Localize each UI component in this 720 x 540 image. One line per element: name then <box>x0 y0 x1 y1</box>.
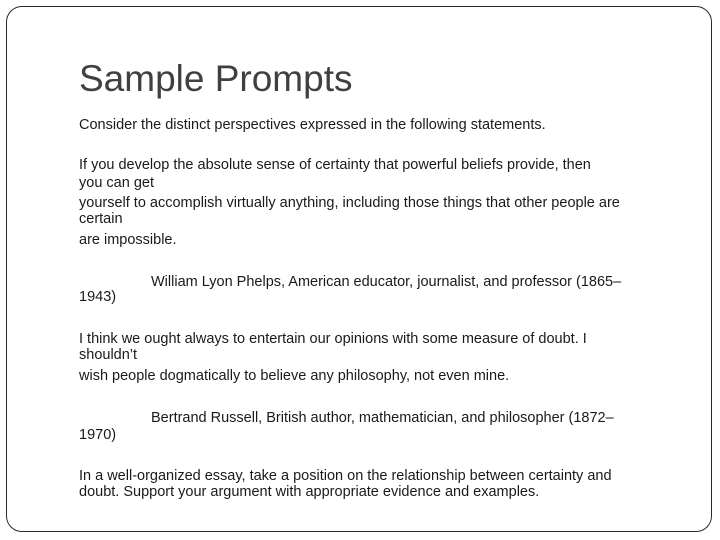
quote1-line-1: If you develop the absolute sense of certainty that powerful beliefs provide, then <box>79 157 591 173</box>
assignment-line-1: In a well-organized essay, take a position on the relationship between certainty and <box>79 468 612 484</box>
quote1-line-3: yourself to accomplish virtually anything, including those things that other people are <box>79 195 620 211</box>
slide-title: Sample Prompts <box>79 58 353 99</box>
quote2-attribution: Bertrand Russell, British author, mathematician, and philosopher (1872– <box>151 410 614 426</box>
quote1-attribution: William Lyon Phelps, American educator, journalist, and professor (1865– <box>151 274 622 290</box>
quote2-line-2: shouldn’t <box>79 347 138 363</box>
quote1-line-2: you can get <box>79 175 154 191</box>
assignment-line-2: doubt. Support your argument with appropriate evidence and examples. <box>79 484 540 500</box>
quote2-line-1: I think we ought always to entertain our opinions with some measure of doubt. I <box>79 331 587 347</box>
quote1-attribution-end: 1943) <box>79 289 117 305</box>
quote1-line-5: are impossible. <box>79 232 177 248</box>
intro-text: Consider the distinct perspectives expressed in the following statements. <box>79 117 546 133</box>
quote2-line-3: wish people dogmatically to believe any philosophy, not even mine. <box>79 368 510 384</box>
quote1-line-4: certain <box>79 211 123 227</box>
quote2-attribution-end: 1970) <box>79 427 117 443</box>
